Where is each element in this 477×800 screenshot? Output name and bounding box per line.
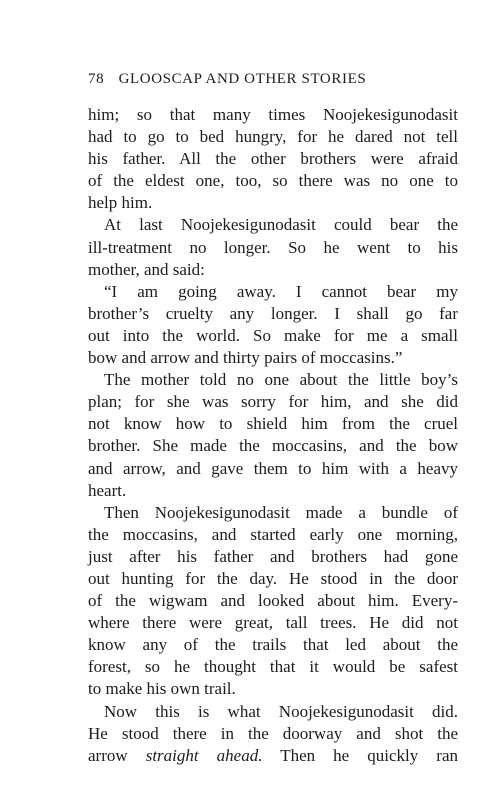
text-line: plan; for she was sorry for him, and she did [88, 392, 458, 412]
text-line: forest, so he thought that it would be safest [88, 657, 458, 677]
text-line-mixed [88, 745, 458, 767]
paragraph [88, 281, 458, 369]
paragraph [88, 502, 458, 701]
text-fragment: arrow [88, 745, 146, 765]
paragraph [88, 214, 458, 280]
text-line: out into the world. So make for me a small [88, 325, 458, 345]
text-line: not know how to shield him from the cruel [88, 414, 458, 434]
text-line: just after his father and brothers had gone [88, 546, 458, 566]
page-number: 78 [88, 71, 105, 87]
text-line: and arrow, and gave them to him with a heavy [88, 458, 458, 478]
paragraph [88, 104, 458, 214]
text-line: heart. [88, 480, 127, 500]
text-line: him; so that many times Noojekesigunodasit [88, 105, 458, 124]
text-line: “I am going away. I cannot bear my [104, 281, 458, 301]
text-line: of the wigwam and looked about him. Every- [88, 591, 458, 611]
text-line: The mother told no one about the little boy’s [104, 370, 458, 390]
text-line: bow and arrow and thirty pairs of moccasins.” [88, 348, 403, 368]
text-line: ill-treatment no longer. So he went to his [88, 237, 458, 257]
text-line: know any of the trails that led about the [88, 635, 458, 655]
text-line: mother, and said: [88, 259, 205, 279]
body-text [88, 104, 458, 767]
text-line: the moccasins, and started early one morning, [88, 524, 458, 544]
text-line: of the eldest one, too, so there was no one to [88, 171, 458, 191]
text-line: his father. All the other brothers were afraid [88, 149, 458, 169]
text-line: where there were great, tall trees. He did not [88, 613, 458, 633]
paragraph [88, 701, 458, 767]
text-line: out hunting for the day. He stood in the door [88, 568, 458, 588]
text-line: brother. She made the moccasins, and the bow [88, 436, 458, 456]
text-line: brother’s cruelty any longer. I shall go far [88, 303, 458, 323]
paragraph [88, 369, 458, 502]
text-line: to make his own trail. [88, 679, 236, 699]
text-line: He stood there in the doorway and shot the [88, 723, 458, 743]
text-line: had to go to bed hungry, for he dared not tell [88, 127, 458, 147]
running-header [88, 71, 418, 88]
text-fragment: Then he quickly ran [262, 745, 458, 765]
italic-emphasis: straight ahead. [145, 745, 263, 765]
text-line: help him. [88, 193, 153, 213]
text-line: At last Noojekesigunodasit could bear the [104, 215, 458, 235]
running-title: GLOOSCAP AND OTHER STORIES [118, 71, 367, 87]
text-line: Then Noojekesigunodasit made a bundle of [104, 502, 458, 522]
text-line: Now this is what Noojekesigunodasit did. [104, 701, 458, 721]
